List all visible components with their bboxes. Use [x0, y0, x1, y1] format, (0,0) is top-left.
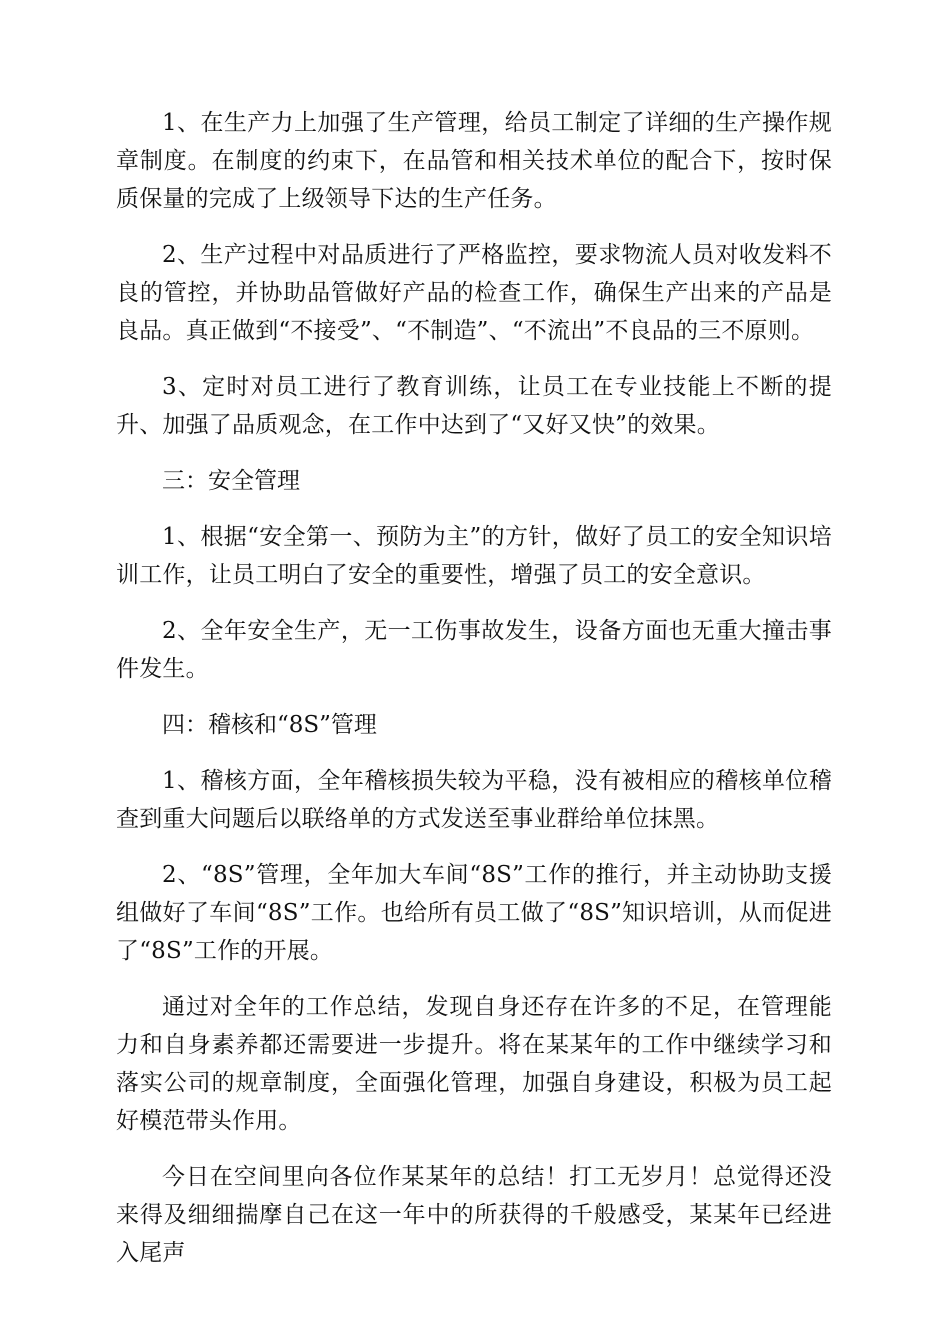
paragraph-quality-control: 2、生产过程中对品质进行了严格监控，要求物流人员对收发料不良的管控，并协助品管做好产品的检查工作，确保生产出来的产品是良品。真正做到“不接受”、“不制造”、“不流出”不良品的三不原则。: [116, 242, 832, 344]
paragraph-training: 3、定时对员工进行了教育训练，让员工在专业技能上不断的提升、加强了品质观念，在工作中达到了“又好又快”的效果。: [116, 374, 832, 438]
paragraph-safety-training: 1、根据“安全第一、预防为主”的方针，做好了员工的安全知识培训工作，让员工明白了安全的重要性，增强了员工的安全意识。: [116, 524, 832, 588]
paragraph-closing: 今日在空间里向各位作某某年的总结！打工无岁月！总觉得还没来得及细细揣摩自己在这一年中的所获得的千般感受，某某年已经进入尾声: [116, 1164, 832, 1266]
paragraph-audit: 1、稽核方面，全年稽核损失较为平稳，没有被相应的稽核单位稽查到重大问题后以联络单的方式发送至事业群给单位抹黑。: [116, 768, 832, 832]
section-heading-audit-8s: 四：稽核和“8S”管理: [162, 712, 377, 738]
section-heading-safety: 三：安全管理: [162, 468, 300, 494]
paragraph-production-management: 1、在生产力上加强了生产管理，给员工制定了详细的生产操作规章制度。在制度的约束下，在品管和相关技术单位的配合下，按时保质保量的完成了上级领导下达的生产任务。: [116, 110, 832, 212]
paragraph-safety-record: 2、全年安全生产，无一工伤事故发生，设备方面也无重大撞击事件发生。: [116, 618, 832, 682]
document-page: [116, 104, 832, 1290]
paragraph-summary: 通过对全年的工作总结，发现自身还存在许多的不足，在管理能力和自身素养都还需要进一步提升。将在某某年的工作中继续学习和落实公司的规章制度，全面强化管理，加强自身建设，积极为员工起好模范带头作用。: [116, 994, 832, 1134]
paragraph-8s: 2、“8S”管理，全年加大车间“8S”工作的推行，并主动协助支援组做好了车间“8S”工作。也给所有员工做了“8S”知识培训，从而促进了“8S”工作的开展。: [116, 862, 832, 964]
